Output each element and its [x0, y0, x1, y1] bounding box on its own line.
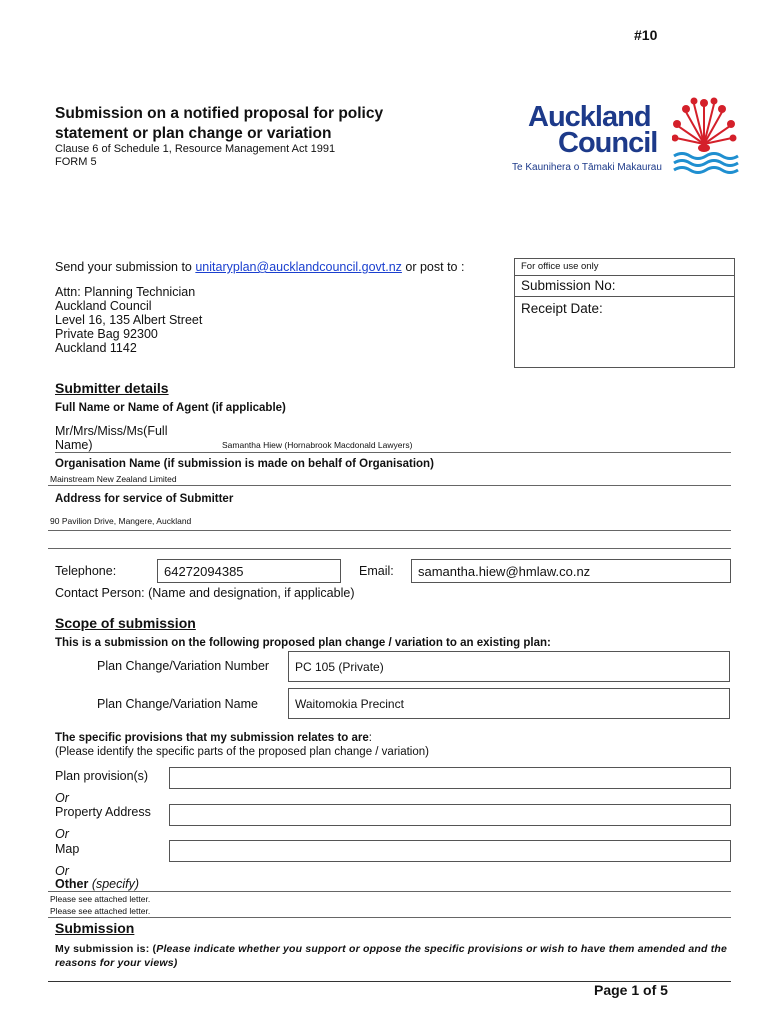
full-name-value[interactable]: Samantha Hiew (Hornabrook Macdonald Lawyers) — [222, 440, 413, 450]
provisions-heading — [55, 732, 372, 744]
send-suffix: or post to : — [401, 260, 465, 274]
other-label — [55, 877, 139, 891]
submission-instruction-italic: Please indicate whether you support or oppose the specific provisions or wish to have them amended and the reasons for your views) — [55, 943, 728, 969]
provisions-colon: : — [368, 732, 372, 744]
divider — [55, 452, 731, 453]
send-prefix: Send your submission to — [55, 260, 196, 274]
scope-intro: This is a submission on the following proposed plan change / variation to an existing plan: — [55, 637, 551, 649]
logo-word-auckland: Auckland — [528, 101, 651, 133]
service-address-value[interactable]: 90 Pavilion Drive, Mangere, Auckland — [50, 516, 192, 526]
map-field[interactable] — [169, 840, 731, 862]
submission-instruction — [55, 942, 735, 970]
office-use-label: For office use only — [521, 261, 599, 272]
divider — [48, 485, 731, 486]
divider — [48, 548, 731, 549]
plan-change-name-label: Plan Change/Variation Name — [97, 697, 258, 711]
send-instructions — [55, 260, 464, 274]
address-line: Auckland Council — [55, 299, 152, 313]
other-label-bold: Other — [55, 877, 89, 891]
submission-no-label: Submission No: — [521, 278, 616, 293]
service-address-label: Address for service of Submitter — [55, 493, 234, 505]
page-marker: #10 — [634, 27, 658, 43]
or-label: Or — [55, 827, 69, 841]
divider — [48, 530, 731, 531]
logo-tagline: Te Kaunihera o Tāmaki Makaurau — [512, 162, 662, 173]
property-address-field[interactable] — [169, 804, 731, 826]
telephone-label: Telephone: — [55, 564, 117, 578]
receipt-date-label: Receipt Date: — [521, 301, 603, 316]
auckland-council-logo — [512, 96, 744, 176]
contact-person-label: Contact Person: (Name and designation, if applicable) — [55, 586, 355, 600]
document-title-line2: statement or plan change or variation — [55, 125, 332, 142]
other-label-italic: (specify) — [88, 877, 140, 891]
address-line: Attn: Planning Technician — [55, 285, 196, 299]
organisation-label: Organisation Name (if submission is made on behalf of Organisation) — [55, 458, 434, 470]
organisation-value[interactable]: Mainstream New Zealand Limited — [50, 474, 177, 484]
clause-reference: Clause 6 of Schedule 1, Resource Management Act 1991 — [55, 143, 336, 155]
other-value-line2[interactable]: Please see attached letter. — [50, 906, 151, 916]
provisions-note: (Please identify the specific parts of the proposed plan change / variation) — [55, 746, 429, 758]
document-title-line1: Submission on a notified proposal for policy — [55, 105, 384, 122]
telephone-field[interactable]: 64272094385 — [157, 559, 341, 583]
salutation-label-line2: Name) — [55, 438, 93, 452]
divider — [48, 891, 731, 892]
page-number: Page 1 of 5 — [594, 982, 668, 998]
provisions-heading-text: The specific provisions that my submission relates to are — [55, 732, 369, 744]
property-address-label: Property Address — [55, 805, 151, 819]
address-line: Auckland 1142 — [55, 341, 137, 355]
salutation-label-line1: Mr/Mrs/Miss/Ms(Full — [55, 424, 168, 438]
full-name-label: Full Name or Name of Agent (if applicable) — [55, 402, 286, 414]
plan-change-number-label: Plan Change/Variation Number — [97, 659, 270, 673]
plan-change-number-field[interactable]: PC 105 (Private) — [288, 651, 730, 682]
address-line: Level 16, 135 Albert Street — [55, 313, 203, 327]
scope-heading: Scope of submission — [55, 615, 196, 631]
submission-heading: Submission — [55, 920, 135, 936]
pohutukawa-flower-icon — [672, 96, 744, 176]
submitter-details-heading: Submitter details — [55, 380, 169, 396]
submission-instruction-bold: My submission is: ( — [55, 943, 157, 955]
divider — [48, 917, 731, 918]
postal-address — [55, 285, 202, 355]
submission-email-link[interactable]: unitaryplan@aucklandcouncil.govt.nz — [195, 260, 402, 274]
plan-change-name-field[interactable]: Waitomokia Precinct — [288, 688, 730, 719]
email-label: Email: — [359, 564, 394, 578]
email-field[interactable]: samantha.hiew@hmlaw.co.nz — [411, 559, 731, 583]
other-value-line1[interactable]: Please see attached letter. — [50, 894, 151, 904]
divider — [515, 275, 734, 276]
office-use-box — [514, 258, 735, 368]
plan-provisions-field[interactable] — [169, 767, 731, 789]
plan-provisions-label: Plan provision(s) — [55, 769, 149, 783]
logo-word-council: Council — [558, 127, 658, 159]
form-number: FORM 5 — [55, 156, 97, 168]
address-line: Private Bag 92300 — [55, 327, 158, 341]
divider — [515, 296, 734, 297]
or-label: Or — [55, 791, 69, 805]
or-label: Or — [55, 864, 69, 878]
map-label: Map — [55, 842, 80, 856]
